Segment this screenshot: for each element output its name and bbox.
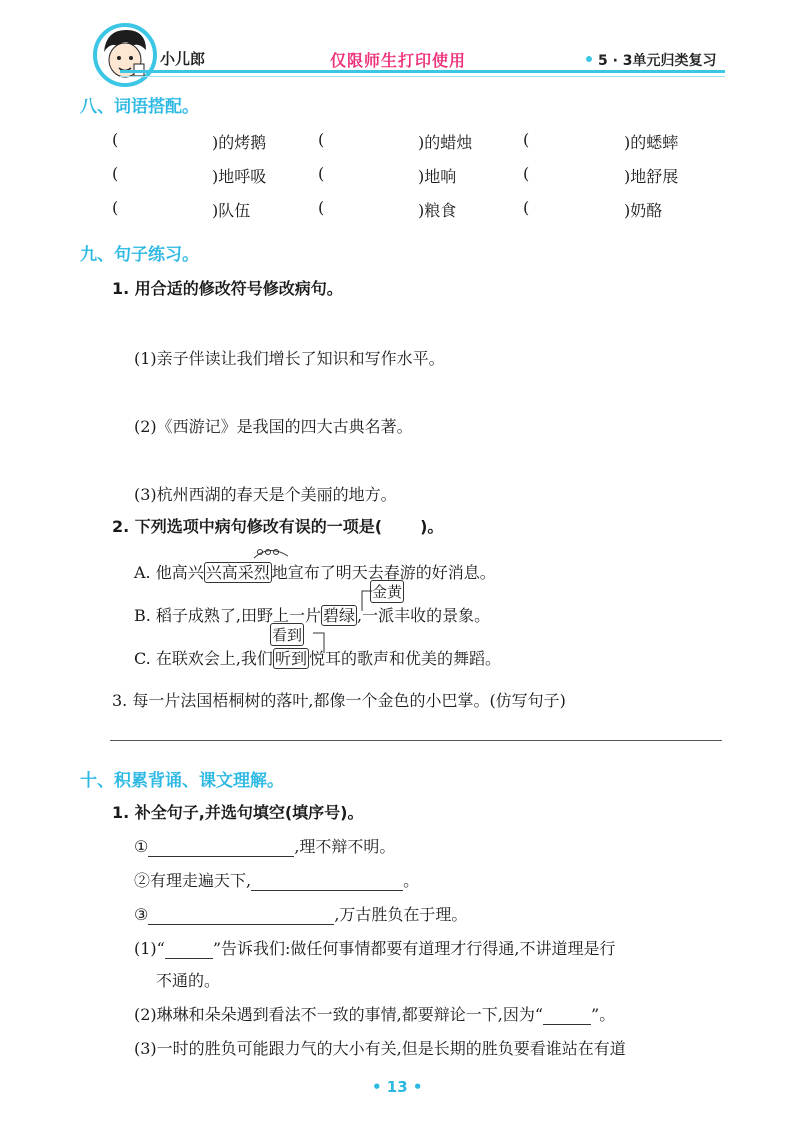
question-9-2-text: 2. 下列选项中病句修改有误的一项是( <box>112 517 383 536</box>
paren-open: ( <box>523 198 530 217</box>
option-a <box>134 560 496 583</box>
match-item: )地舒展 <box>624 167 679 186</box>
fill-line-3-num: ③ <box>134 905 149 924</box>
option-a-post: 地宣布了明天去春游的好消息。 <box>271 563 496 582</box>
option-b-post: ,一派丰收的景象。 <box>357 606 491 625</box>
option-c-pre: C. 在联欢会上,我们 <box>134 649 273 668</box>
paren-open: ( <box>112 164 119 183</box>
paren-open: ( <box>523 130 530 149</box>
question-9-2-end: )。 <box>420 517 444 536</box>
header-rule-thin <box>120 76 725 77</box>
question-10-1: 1. 补全句子,并选句填空(填序号)。 <box>112 803 364 822</box>
fill-line-3-text: ,万古胜负在于理。 <box>334 905 468 924</box>
fill-blank-1[interactable] <box>148 838 294 857</box>
faulty-sentence-1: (1)亲子伴读让我们增长了知识和写作水平。 <box>134 349 445 368</box>
page-number: • 13 • <box>372 1078 423 1096</box>
print-notice: 仅限师生打印使用 <box>330 51 467 70</box>
paren-open: ( <box>112 198 119 217</box>
option-b-pre: B. 稻子成熟了,田野上一片 <box>134 606 322 625</box>
option-b-insert-word: 金黄 <box>370 580 404 603</box>
sub-question-2-end: ”。 <box>591 1005 616 1024</box>
sub-question-1-cont: 不通的。 <box>156 971 221 990</box>
paren-open: ( <box>318 130 325 149</box>
fill-blank-2[interactable] <box>251 872 403 891</box>
fill-line-2-text: ②有理走遍天下, <box>134 871 252 890</box>
match-item: )队伍 <box>212 201 251 220</box>
option-a-pre: A. 他高兴 <box>134 563 204 582</box>
sub-question-2 <box>134 1002 615 1025</box>
match-item: )奶酪 <box>624 201 663 220</box>
fill-blank-3[interactable] <box>148 906 334 925</box>
question-9-2 <box>112 514 443 537</box>
fill-line-3 <box>134 902 467 925</box>
match-item: )粮食 <box>418 201 457 220</box>
option-c-boxed-word: 听到 <box>274 649 307 668</box>
sub-question-1 <box>134 936 616 959</box>
paren-open: ( <box>523 164 530 183</box>
option-c-insert-word: 看到 <box>270 623 304 646</box>
match-item: )的蟋蟀 <box>624 133 679 152</box>
faulty-sentence-2: (2)《西游记》是我国的四大古典名著。 <box>134 417 413 436</box>
match-item: )的蜡烛 <box>418 133 473 152</box>
faulty-sentence-3: (3)杭州西湖的春天是个美丽的地方。 <box>134 485 397 504</box>
paren-open: ( <box>112 130 119 149</box>
match-item: )的烤鹅 <box>212 133 267 152</box>
sub-question-1-open: (1)“ <box>134 939 165 958</box>
fill-line-2 <box>134 868 419 891</box>
option-b <box>134 603 490 626</box>
fill-line-1 <box>134 834 395 857</box>
question-9-3: 3. 每一片法国梧桐树的落叶,都像一个金色的小巴掌。(仿写句子) <box>112 691 566 710</box>
section-8-title: 八、词语搭配。 <box>80 97 199 117</box>
sub-question-3: (3)一时的胜负可能跟力气的大小有关,但是长期的胜负要看谁站在有道 <box>134 1039 626 1058</box>
paren-open: ( <box>318 164 325 183</box>
option-a-boxed-word: 兴高采烈 <box>205 563 270 582</box>
match-item: )地响 <box>418 167 457 186</box>
section-9-title: 九、句子练习。 <box>80 245 199 265</box>
brand-name: 小儿郎 <box>160 50 206 68</box>
fill-line-1-num: ① <box>134 837 149 856</box>
match-item: )地呼吸 <box>212 167 267 186</box>
fill-line-1-text: ,理不辩不明。 <box>294 837 396 856</box>
insert-line-icon <box>312 632 326 654</box>
option-b-boxed-word: 碧绿 <box>323 606 356 625</box>
paren-open: ( <box>318 198 325 217</box>
unit-label: 5 · 3单元归类复习 <box>598 53 717 69</box>
insert-line-icon <box>360 590 374 612</box>
swap-mark-icon <box>244 546 294 560</box>
select-blank-1[interactable] <box>165 940 213 959</box>
bullet-dot-icon <box>586 56 592 62</box>
sub-question-1-text: ”告诉我们:做任何事情都要有道理才行得通,不讲道理是行 <box>212 939 616 958</box>
select-blank-2[interactable] <box>543 1006 591 1025</box>
option-c-post: 悦耳的歌声和优美的舞蹈。 <box>308 649 501 668</box>
boy-mascot-icon <box>92 22 158 88</box>
question-9-1: 1. 用合适的修改符号修改病句。 <box>112 279 343 298</box>
answer-blank[interactable] <box>382 519 420 537</box>
answer-line[interactable] <box>110 740 722 741</box>
sub-question-2-text: (2)琳琳和朵朵遇到看法不一致的事情,都要辩论一下,因为“ <box>134 1005 544 1024</box>
fill-line-2-end: 。 <box>403 871 420 890</box>
section-10-title: 十、积累背诵、课文理解。 <box>80 771 284 791</box>
